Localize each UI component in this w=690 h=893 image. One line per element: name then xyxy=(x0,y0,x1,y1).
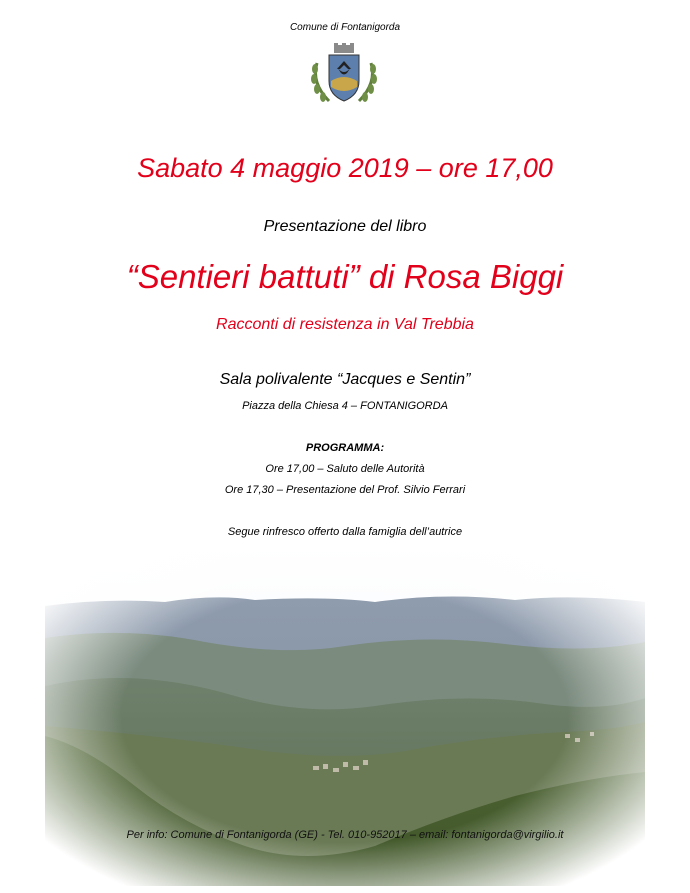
program-heading: PROGRAMMA: xyxy=(305,442,385,454)
presentation-label: Presentazione del libro xyxy=(263,218,427,235)
refreshment-note: Segue rinfresco offerto dalla famiglia dell’autrice xyxy=(227,526,463,538)
venue-name: Sala polivalente “Jacques e Sentin” xyxy=(219,371,471,388)
book-title: “Sentieri battuti” di Rosa Biggi xyxy=(126,258,564,295)
municipal-crest-icon xyxy=(307,43,381,107)
venue-address: Piazza della Chiesa 4 – FONTANIGORDA xyxy=(242,400,448,412)
municipality-name: Comune di Fontanigorda xyxy=(289,22,401,33)
program-item: Ore 17,30 – Presentazione del Prof. Silvio Ferrari xyxy=(224,484,466,496)
footer-info: Per info: Comune di Fontanigorda (GE) - Tel. 010-952017 – email: fontanigorda@virgilio.it xyxy=(126,829,564,841)
book-subtitle: Racconti di resistenza in Val Trebbia xyxy=(216,316,474,333)
program-item: Ore 17,00 – Saluto delle Autorità xyxy=(265,463,425,475)
event-date-time: Sabato 4 maggio 2019 – ore 17,00 xyxy=(137,153,553,183)
